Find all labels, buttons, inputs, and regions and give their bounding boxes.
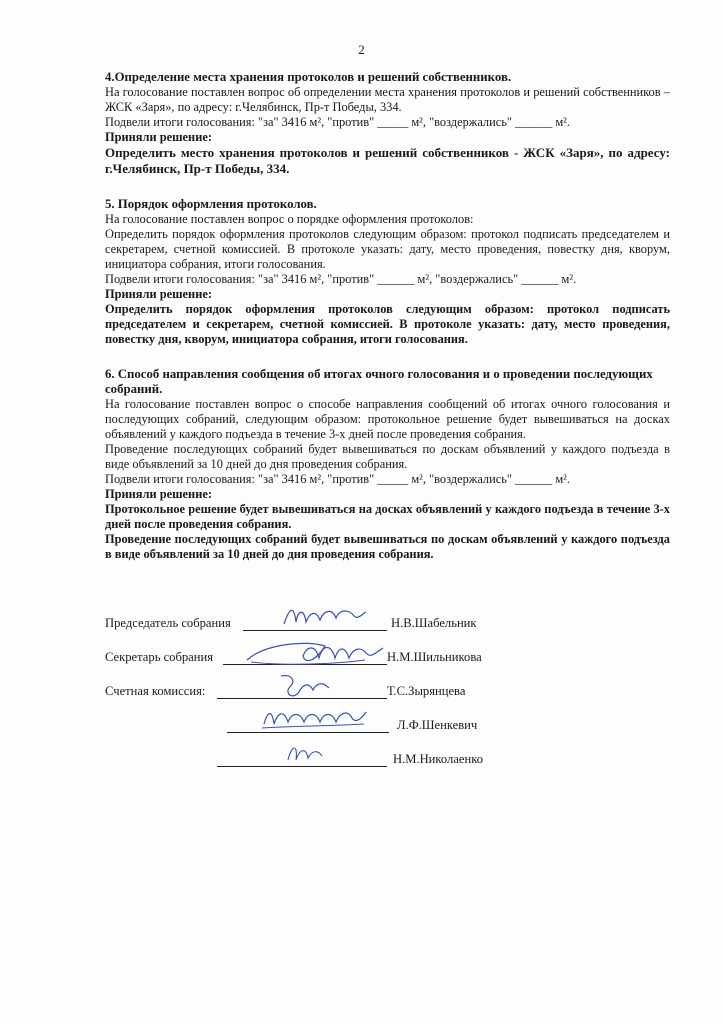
section-title: 5. Порядок оформления протоколов. — [105, 197, 317, 211]
signatory-name: Н.В.Шабельник — [391, 616, 477, 630]
decision-text: Определить место хранения протоколов и решений собственников - ЖСК «Заря», по адресу: г.Челябинск, Пр-т Победы, 334. — [105, 145, 670, 176]
section-title: 6. Способ направления сообщения об итогах очного голосования и о проведении последующих собраний. — [105, 367, 653, 396]
section-title: 4.Определение места хранения протоколов и решений собственников. — [105, 70, 512, 84]
question-text: На голосование поставлен вопрос об определении места хранения протоколов и решений собственников – ЖСК «Заря», по адресу: г.Челябинск, Пр-т Победы, 334. — [105, 85, 670, 114]
question-text: На голосование поставлен вопрос о способе направления сообщений об итогах очного голосования и последующих собраний, следующим образом: протокольное решение будет вывешиваться на досках объявлений у каждого подъезда в течение 3-х дней после проведения собрания. — [105, 397, 670, 441]
signature-role: Председатель собрания — [105, 616, 231, 630]
page-number: 2 — [358, 42, 365, 57]
signatory-name: Л.Ф.Шенкевич — [397, 718, 478, 732]
decision-label: Приняли решение: — [105, 130, 212, 144]
decision-text: Проведение последующих собраний будет вывешиваться по доскам объявлений у каждого подъезда в виде объявлений за 10 дней до дня проведения собрания. — [105, 532, 670, 561]
decision-label: Приняли решение: — [105, 487, 212, 501]
signature-row-commission-3 — [105, 748, 525, 782]
signature-role: Секретарь собрания — [105, 650, 214, 664]
decision-text: Определить порядок оформления протоколов следующим образом: протокол подписать председателем и секретарем, счетной комиссией. В протоколе указать: дату, место проведения, повестку дня, кворум, инициатора собрания, итоги голосования. — [105, 302, 670, 346]
vote-tally: Подвели итоги голосования: "за" 3416 м², "против" _____ м², "воздержались" ______ м². — [105, 115, 570, 129]
handwritten-signature — [245, 636, 385, 670]
vote-tally: Подвели итоги голосования: "за" 3416 м², "против" _____ м², "воздержались" ______ м². — [105, 472, 570, 486]
decision-text: Протокольное решение будет вывешиваться на досках объявлений у каждого подъезда в течение 3-х дней после проведения собрания. — [105, 502, 670, 531]
question-text: Определить порядок оформления протоколов следующим образом: протокол подписать председателем и секретарем, счетной комиссией. В протоколе указать: дату, место проведения, повестку дня, кворум, инициатора собрания, итоги голосования. — [105, 227, 670, 271]
signature-role: Счетная комиссия: — [105, 684, 206, 698]
section-4 — [105, 70, 670, 177]
vote-tally: Подвели итоги голосования: "за" 3416 м², "против" ______ м², "воздержались" ______ м². — [105, 272, 577, 286]
signatory-name: Н.М.Николаенко — [393, 752, 484, 766]
handwritten-signature — [260, 704, 370, 734]
section-6 — [105, 367, 670, 562]
document-body — [105, 70, 670, 582]
section-5 — [105, 197, 670, 347]
handwritten-signature — [275, 670, 335, 704]
signatory-name: Т.С.Зырянцева — [387, 684, 466, 698]
handwritten-signature — [280, 602, 370, 632]
decision-label: Приняли решение: — [105, 287, 212, 301]
handwritten-signature — [280, 738, 330, 768]
question-text: На голосование поставлен вопрос о порядке оформления протоколов: — [105, 212, 474, 226]
question-text: Проведение последующих собраний будет вывешиваться по доскам объявлений у каждого подъезда в виде объявлений за 10 дней до дня проведения собрания. — [105, 442, 670, 471]
signature-block — [105, 612, 525, 782]
signatory-name: Н.М.Шильникова — [387, 650, 482, 664]
